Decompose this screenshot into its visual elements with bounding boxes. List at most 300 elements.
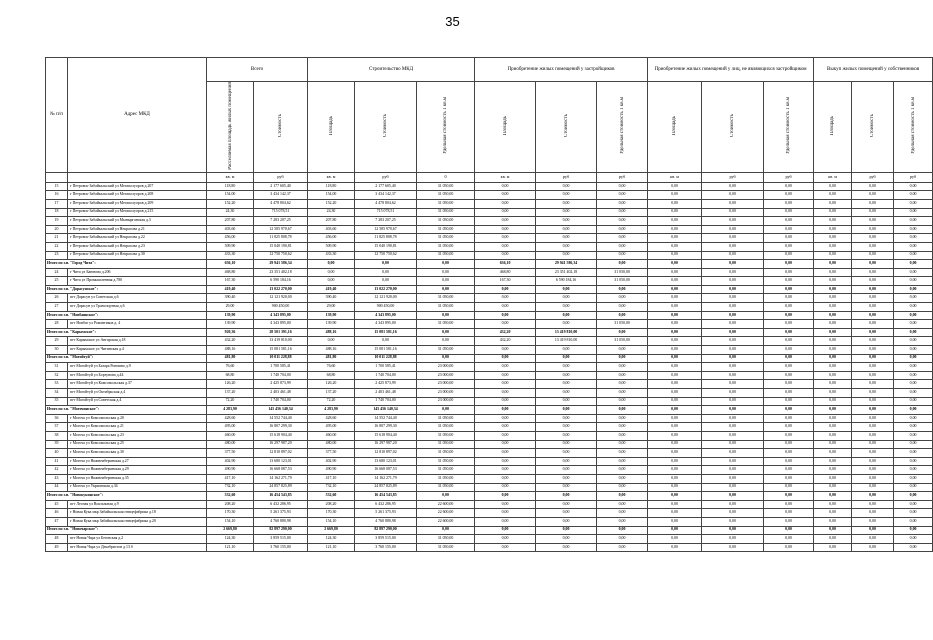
value-cell: 0,00 — [894, 543, 933, 552]
value-cell: 0,00 — [852, 526, 894, 535]
table-row — [46, 543, 933, 552]
value-cell: 0,00 — [536, 474, 597, 483]
value-cell: 121,10 — [207, 543, 254, 552]
value-cell: 0,00 — [475, 303, 536, 312]
value-cell: 0,00 — [814, 535, 852, 544]
value-cell: 0,00 — [475, 191, 536, 200]
address-cell: г Могоча ул Украинская д.34 — [68, 483, 207, 492]
row-number: 37 — [46, 423, 68, 432]
value-cell: 480,00 — [308, 440, 355, 449]
value-cell: 417,10 — [308, 474, 355, 483]
value-cell: 31 050,00 — [597, 268, 648, 277]
value-cell: 0,00 — [764, 397, 814, 406]
value-cell: 167,30 — [475, 277, 536, 286]
column-header-label: Стоимость — [730, 114, 736, 138]
row-number: 16 — [46, 191, 68, 200]
value-cell: 0,00 — [475, 320, 536, 329]
value-cell: 0,00 — [894, 535, 933, 544]
value-cell: 139,90 — [207, 311, 254, 320]
row-number: 49 — [46, 543, 68, 552]
value-cell: 0,00 — [648, 363, 702, 372]
value-cell: 0,00 — [852, 225, 894, 234]
value-cell: 0,00 — [764, 199, 814, 208]
value-cell: 0,00 — [814, 406, 852, 415]
address-cell: г Петровск-Забайкальский ул Мегаполуоров д.215 — [68, 208, 207, 217]
address-cell: г Могоча ул Нижнеиберинская д.27 — [68, 457, 207, 466]
value-cell: 0,00 — [417, 526, 475, 535]
value-cell: 0,00 — [475, 242, 536, 251]
value-cell: 145 456 140,34 — [355, 406, 417, 415]
value-cell: 0,00 — [475, 449, 536, 458]
value-cell: 0,00 — [648, 466, 702, 475]
value-cell: 24 857 825,89 — [355, 483, 417, 492]
value-cell: 0,00 — [702, 260, 764, 269]
value-cell: 0,00 — [852, 466, 894, 475]
value-cell: 0,00 — [597, 466, 648, 475]
value-cell: 0,00 — [764, 431, 814, 440]
value-cell: 0,00 — [475, 346, 536, 355]
value-cell: 6 590 184,16 — [254, 277, 308, 286]
subtotal-row — [46, 406, 933, 415]
value-cell: 0,00 — [597, 208, 648, 217]
value-cell: 0,00 — [894, 449, 933, 458]
column-header-label: Удельная стоимость 1 кв.м — [619, 97, 625, 155]
value-cell: 0,00 — [764, 371, 814, 380]
value-cell: 154,10 — [207, 517, 254, 526]
value-cell: 0,00 — [852, 182, 894, 191]
value-cell: 24,30 — [308, 208, 355, 217]
value-cell: 0,00 — [852, 217, 894, 226]
group-construction-header: Строительство МКД — [308, 58, 475, 82]
value-cell: 0,00 — [597, 371, 648, 380]
value-cell: 0,00 — [597, 492, 648, 501]
value-cell: 0,00 — [764, 474, 814, 483]
value-cell: 0,00 — [597, 483, 648, 492]
value-cell: 0,00 — [536, 389, 597, 398]
column-header — [207, 82, 254, 173]
value-cell: 72,20 — [207, 397, 254, 406]
value-cell: 15 081 581,16 — [355, 346, 417, 355]
value-cell: 0,00 — [648, 483, 702, 492]
value-cell: 0,00 — [814, 311, 852, 320]
value-cell: 0,00 — [814, 389, 852, 398]
value-cell: 0,00 — [475, 406, 536, 415]
value-cell: 456,00 — [308, 234, 355, 243]
value-cell: 0,00 — [852, 363, 894, 372]
value-cell: 14 162 271,79 — [355, 474, 417, 483]
value-cell: 0,00 — [648, 182, 702, 191]
table-row — [46, 268, 933, 277]
value-cell: 0,00 — [648, 346, 702, 355]
subtotal-row — [46, 328, 933, 337]
value-cell: 13 419 810,00 — [536, 328, 597, 337]
value-cell: 0,00 — [852, 414, 894, 423]
value-cell: 0,00 — [597, 449, 648, 458]
value-cell: 0,00 — [894, 457, 933, 466]
address-cell: пгт Новая Чара ул Декабристов д.13 б — [68, 543, 207, 552]
value-cell: 0,00 — [894, 466, 933, 475]
subtotal-label: Итого по г.п. "Могочинское": — [46, 406, 207, 415]
row-number: 47 — [46, 517, 68, 526]
value-cell: 170,30 — [308, 509, 355, 518]
value-cell: 0,00 — [648, 423, 702, 432]
address-cell: г Могоча ул Нижнеиберинская д.35 — [68, 474, 207, 483]
value-cell: 0,00 — [764, 182, 814, 191]
value-cell: 0,00 — [475, 380, 536, 389]
value-cell: 0,00 — [894, 389, 933, 398]
value-cell: 0,00 — [764, 526, 814, 535]
table-row — [46, 483, 933, 492]
table-row — [46, 466, 933, 475]
value-cell: 0,00 — [814, 492, 852, 501]
address-cell: г Чита ул Баюнова д.206 — [68, 268, 207, 277]
value-cell: 29 941 586,34 — [254, 260, 308, 269]
column-header-label: Расселяемая площадь жилых помещений — [227, 82, 233, 170]
group-owner-buyout-header: Выкуп жилых помещений у собственников — [814, 58, 933, 82]
value-cell: 532,60 — [308, 492, 355, 501]
value-cell: 0,00 — [475, 397, 536, 406]
address-cell: г Петровск-Забайкальский ул Некрасова д.22 — [68, 234, 207, 243]
table-row — [46, 440, 933, 449]
value-cell: 3 760 155,00 — [355, 543, 417, 552]
value-cell: 0,00 — [814, 449, 852, 458]
value-cell: 0,00 — [536, 285, 597, 294]
value-cell: 0,00 — [536, 406, 597, 415]
value-cell: 509,90 — [308, 242, 355, 251]
subtotal-label: Итого по г.п. "Новокукинское": — [46, 492, 207, 501]
value-cell: 3 434 142,37 — [254, 191, 308, 200]
value-cell: 0,00 — [702, 517, 764, 526]
value-cell: 3 859 515,00 — [355, 535, 417, 544]
value-cell: 0,00 — [894, 311, 933, 320]
value-cell: 0,00 — [702, 337, 764, 346]
row-number: 41 — [46, 457, 68, 466]
value-cell: 0,00 — [536, 517, 597, 526]
address-cell: г Петровск-Забайкальский ул Некрасова д.21 — [68, 225, 207, 234]
value-cell: 0,00 — [536, 182, 597, 191]
value-cell: 12 585 970,67 — [355, 225, 417, 234]
value-cell: 31 050,00 — [417, 414, 475, 423]
value-cell: 31 050,00 — [417, 182, 475, 191]
value-cell: 0,00 — [852, 397, 894, 406]
value-cell: 0,00 — [702, 234, 764, 243]
housing-resettlement-table — [45, 57, 933, 552]
value-cell: 0,00 — [597, 294, 648, 303]
value-cell: 0,00 — [814, 208, 852, 217]
value-cell: 0,00 — [852, 337, 894, 346]
value-cell: 0,00 — [852, 431, 894, 440]
value-cell: 22 600,00 — [417, 509, 475, 518]
value-cell: 0,00 — [536, 535, 597, 544]
value-cell: 0,00 — [894, 260, 933, 269]
col-address-header: Адрес МКД — [68, 58, 207, 173]
value-cell: 0,00 — [764, 311, 814, 320]
value-cell: 0,00 — [475, 440, 536, 449]
value-cell: 12 121 920,00 — [355, 294, 417, 303]
value-cell: 0,00 — [852, 199, 894, 208]
value-cell: 0,00 — [475, 208, 536, 217]
value-cell: 0,00 — [814, 363, 852, 372]
value-cell: 0,00 — [702, 483, 764, 492]
value-cell: 29,00 — [207, 303, 254, 312]
value-cell: 0,00 — [814, 217, 852, 226]
table-row — [46, 423, 933, 432]
subtotal-label: Итого по г.п. "Могойтуй": — [46, 354, 207, 363]
value-cell: 0,00 — [475, 431, 536, 440]
address-cell: пгт Могойтуй ул Советская д.4 — [68, 397, 207, 406]
value-cell: 0,00 — [417, 260, 475, 269]
value-cell: 0,00 — [648, 389, 702, 398]
value-cell: 0,00 — [702, 199, 764, 208]
value-cell: 715 078,51 — [254, 208, 308, 217]
row-number: 42 — [46, 466, 68, 475]
value-cell: 0,00 — [597, 328, 648, 337]
value-cell: 31 050,00 — [417, 191, 475, 200]
value-cell: 24 857 825,89 — [254, 483, 308, 492]
value-cell: 0,00 — [814, 182, 852, 191]
value-cell: 0,00 — [597, 285, 648, 294]
value-cell: 0,00 — [355, 277, 417, 286]
row-number: 22 — [46, 242, 68, 251]
row-number: 31 — [46, 363, 68, 372]
value-cell: 0,00 — [702, 328, 764, 337]
value-cell: 0,00 — [814, 423, 852, 432]
unit-cell: руб — [254, 172, 308, 182]
column-header-label: Стоимость — [383, 114, 389, 138]
subtotal-row — [46, 260, 933, 269]
value-cell: 0,00 — [764, 414, 814, 423]
unit-cell: 0 — [417, 172, 475, 182]
value-cell: 390,40 — [308, 294, 355, 303]
value-cell: 0,00 — [536, 457, 597, 466]
value-cell: 532,60 — [207, 492, 254, 501]
value-cell: 402,90 — [308, 457, 355, 466]
value-cell: 0,00 — [475, 517, 536, 526]
value-cell: 0,00 — [702, 431, 764, 440]
value-cell: 0,00 — [894, 328, 933, 337]
value-cell: 0,00 — [702, 268, 764, 277]
row-number: 35 — [46, 397, 68, 406]
column-header-label: Площадь — [328, 116, 334, 136]
value-cell: 0,00 — [852, 449, 894, 458]
table-row — [46, 380, 933, 389]
unit-cell: кв. м — [475, 172, 536, 182]
value-cell: 0,00 — [894, 526, 933, 535]
value-cell: 0,00 — [597, 474, 648, 483]
value-cell: 0,00 — [852, 251, 894, 260]
value-cell: 13 022 270,00 — [254, 285, 308, 294]
row-number: 30 — [46, 346, 68, 355]
value-cell: 0,00 — [894, 492, 933, 501]
value-cell: 0,00 — [764, 466, 814, 475]
table-row — [46, 320, 933, 329]
value-cell: 0,00 — [475, 234, 536, 243]
value-cell: 0,00 — [597, 380, 648, 389]
value-cell: 0,00 — [597, 406, 648, 415]
row-number: 21 — [46, 234, 68, 243]
value-cell: 0,00 — [417, 268, 475, 277]
value-cell: 2 403 461,48 — [254, 389, 308, 398]
value-cell: 390,40 — [207, 294, 254, 303]
value-cell: 137,20 — [308, 389, 355, 398]
value-cell: 0,00 — [597, 225, 648, 234]
value-cell: 0,00 — [894, 380, 933, 389]
value-cell: 0,00 — [417, 277, 475, 286]
value-cell: 0,00 — [417, 354, 475, 363]
value-cell: 0,00 — [702, 466, 764, 475]
value-cell: 4 343 895,00 — [355, 311, 417, 320]
value-cell: 0,00 — [894, 242, 933, 251]
value-cell: 0,00 — [648, 277, 702, 286]
value-cell: 0,00 — [536, 509, 597, 518]
value-cell: 0,00 — [648, 509, 702, 518]
value-cell: 139,90 — [308, 311, 355, 320]
value-cell: 0,00 — [702, 251, 764, 260]
value-cell: 0,00 — [814, 346, 852, 355]
address-cell: пгт Могойтуй ул Комсомольская д.37 — [68, 380, 207, 389]
value-cell: 0,00 — [536, 217, 597, 226]
row-number: 27 — [46, 303, 68, 312]
column-header — [355, 82, 417, 173]
address-cell: пгт Могойтуй ул Базара Ринчино д.9 — [68, 363, 207, 372]
value-cell: 0,00 — [702, 320, 764, 329]
value-cell: 0,00 — [648, 320, 702, 329]
value-cell: 28 501 391,16 — [254, 328, 308, 337]
value-cell: 0,00 — [597, 363, 648, 372]
value-cell: 6 432 286,95 — [355, 500, 417, 509]
address-cell: г Петровск-Забайкальский ул Мегаполуоров д.209 — [68, 199, 207, 208]
value-cell: 4 343 895,00 — [254, 311, 308, 320]
value-cell: 0,00 — [536, 449, 597, 458]
value-cell: 0,00 — [597, 414, 648, 423]
value-cell: 460,00 — [207, 431, 254, 440]
table-row — [46, 277, 933, 286]
value-cell: 0,00 — [852, 191, 894, 200]
value-cell: 0,00 — [852, 380, 894, 389]
row-number: 43 — [46, 474, 68, 483]
value-cell: 0,00 — [417, 492, 475, 501]
row-number: 36 — [46, 414, 68, 423]
subtotal-row — [46, 354, 933, 363]
value-cell: 0,00 — [536, 251, 597, 260]
row-number: 24 — [46, 268, 68, 277]
value-cell: 0,00 — [702, 217, 764, 226]
address-cell: пгт Могойтуй ул Октябрьская д.4 — [68, 389, 207, 398]
table-row — [46, 251, 933, 260]
value-cell: 0,00 — [597, 311, 648, 320]
value-cell: 0,00 — [355, 268, 417, 277]
value-cell: 0,00 — [536, 311, 597, 320]
table-row — [46, 517, 933, 526]
value-cell: 82 897 290,00 — [355, 526, 417, 535]
value-cell: 0,00 — [702, 492, 764, 501]
value-cell: 509,90 — [207, 242, 254, 251]
value-cell: 12 810 897,02 — [355, 449, 417, 458]
column-header — [894, 82, 933, 173]
value-cell: 0,00 — [764, 191, 814, 200]
value-cell: 0,00 — [702, 500, 764, 509]
value-cell: 456,00 — [207, 234, 254, 243]
value-cell: 31 050,00 — [417, 483, 475, 492]
value-cell: 0,00 — [648, 285, 702, 294]
value-cell: 0,00 — [648, 414, 702, 423]
column-header-label: Стоимость — [563, 114, 569, 138]
value-cell: 0,00 — [648, 543, 702, 552]
value-cell: 0,00 — [475, 423, 536, 432]
unit-cell: руб — [852, 172, 894, 182]
value-cell: 15 081 581,16 — [254, 346, 308, 355]
value-cell: 0,00 — [475, 543, 536, 552]
value-cell: 0,00 — [536, 191, 597, 200]
value-cell: 0,00 — [702, 526, 764, 535]
value-cell: 432,20 — [207, 337, 254, 346]
value-cell: 403,60 — [207, 225, 254, 234]
value-cell: 0,00 — [852, 423, 894, 432]
value-cell: 0,00 — [536, 380, 597, 389]
header-group-row — [46, 58, 933, 82]
table-row — [46, 303, 933, 312]
value-cell: 0,00 — [814, 440, 852, 449]
value-cell: 31 050,00 — [417, 251, 475, 260]
value-cell: 0,00 — [764, 303, 814, 312]
value-cell: 0,00 — [648, 251, 702, 260]
value-cell: 636,10 — [475, 260, 536, 269]
value-cell: 82 897 290,00 — [254, 526, 308, 535]
table-row — [46, 242, 933, 251]
value-cell: 31 050,00 — [417, 535, 475, 544]
value-cell: 0,00 — [852, 311, 894, 320]
value-cell: 0,00 — [764, 354, 814, 363]
value-cell: 0,00 — [536, 500, 597, 509]
value-cell: 0,00 — [536, 526, 597, 535]
value-cell: 0,00 — [702, 440, 764, 449]
value-cell: 0,00 — [475, 363, 536, 372]
value-cell: 0,00 — [764, 457, 814, 466]
column-header — [475, 82, 536, 173]
address-cell: пгт Новая Чара ул Беговская д.2 — [68, 535, 207, 544]
value-cell: 1 740 704,00 — [355, 371, 417, 380]
column-header — [814, 82, 852, 173]
value-cell: 76,60 — [308, 363, 355, 372]
value-cell: 0,00 — [852, 354, 894, 363]
table-row — [46, 535, 933, 544]
value-cell: 402,90 — [207, 457, 254, 466]
value-cell: 428,60 — [308, 414, 355, 423]
subtotal-label: Итого по г.п. "Новбаянское": — [46, 311, 207, 320]
value-cell: 0,00 — [702, 311, 764, 320]
value-cell: 0,00 — [648, 191, 702, 200]
value-cell: 0,00 — [764, 517, 814, 526]
value-cell: 0,00 — [648, 199, 702, 208]
value-cell: 0,00 — [894, 303, 933, 312]
value-cell: 0,00 — [894, 440, 933, 449]
value-cell: 0,00 — [894, 320, 933, 329]
value-cell: 0,00 — [648, 354, 702, 363]
value-cell: 0,00 — [308, 277, 355, 286]
value-cell: 0,00 — [814, 526, 852, 535]
value-cell: 31 050,00 — [417, 543, 475, 552]
value-cell: 417,10 — [207, 474, 254, 483]
column-header — [852, 82, 894, 173]
value-cell: 4 283,90 — [308, 406, 355, 415]
value-cell: 0,00 — [308, 260, 355, 269]
value-cell: 0,00 — [648, 431, 702, 440]
subtotal-label: Итого по г.п. "Карымское": — [46, 328, 207, 337]
value-cell: 0,00 — [475, 389, 536, 398]
value-cell: 0,00 — [894, 371, 933, 380]
unit-cell-empty — [46, 172, 68, 182]
value-cell: 121,10 — [308, 543, 355, 552]
